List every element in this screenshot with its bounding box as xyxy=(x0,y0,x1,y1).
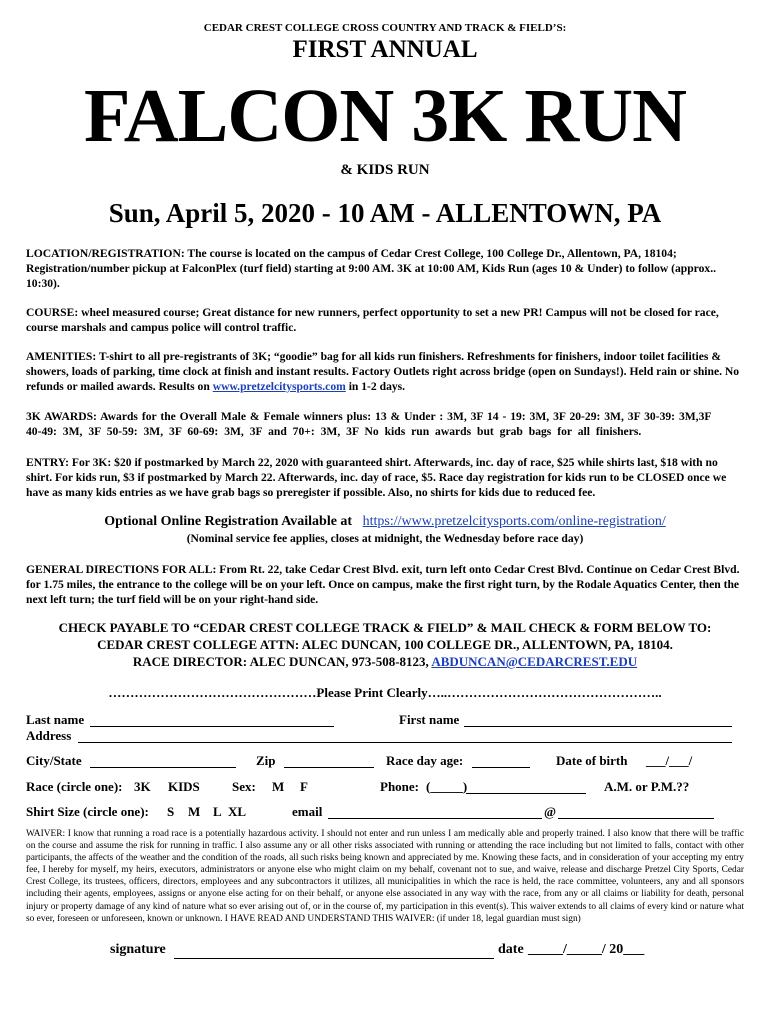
organizer-line: CEDAR CREST COLLEGE CROSS COUNTRY AND TRACK & FIELD’S: xyxy=(203,22,567,34)
email-label: email xyxy=(292,804,323,819)
dob-label: Date of birth xyxy=(556,753,628,768)
online-registration-link[interactable]: https://www.pretzelcitysports.com/online-registration/ xyxy=(362,514,666,529)
race-day-age-label: Race day age: xyxy=(386,753,464,768)
event-subtitle: & KIDS RUN xyxy=(340,162,430,178)
address-field[interactable] xyxy=(78,728,732,743)
director-email-link[interactable]: ABDUNCAN@CEDARCREST.EDU xyxy=(431,654,638,669)
payment-instructions xyxy=(0,619,770,670)
phone-label: Phone: xyxy=(380,779,419,794)
online-registration-note: (Nominal service fee applies, closes at midnight, the Wednesday before race day) xyxy=(186,532,584,545)
print-clearly-line: …………………………………………Please Print Clearly…..………………………………………….. xyxy=(108,685,662,700)
event-title: FALCON 3K RUN xyxy=(83,74,686,158)
check-line-3 xyxy=(0,653,770,670)
email-user-field[interactable] xyxy=(328,804,542,819)
city-state-field[interactable] xyxy=(90,753,236,768)
shirt-row xyxy=(26,804,746,822)
last-name-label: Last name xyxy=(26,712,85,727)
shirt-option-xl[interactable]: XL xyxy=(228,804,247,819)
race-director-text: RACE DIRECTOR: ALEC DUNCAN, 973-508-8123, xyxy=(132,654,432,669)
race-option-3k[interactable]: 3K xyxy=(134,779,151,794)
address-label: Address xyxy=(26,728,72,743)
entry-paragraph: ENTRY: For 3K: $20 if postmarked by March 22, 2020 with guaranteed shirt. Afterwards, inc. day of race, $25 while shirts last, $18 with no shirt. For kids run, $3 if postmarked by March 22. Afterwards, inc. day of race, $5. Race day registration for kids run to be CLOSED once we have as many kids entries as we have grab bags so preregister if possible. Also, no shirts for kids due to reduced fee. xyxy=(26,456,727,499)
race-row xyxy=(26,779,746,797)
zip-field[interactable] xyxy=(284,753,374,768)
signature-field[interactable] xyxy=(174,942,494,959)
check-line-2: CEDAR CREST COLLEGE ATTN: ALEC DUNCAN, 100 COLLEGE DR., ALLENTOWN, PA, 18104. xyxy=(97,637,673,652)
sex-option-f[interactable]: F xyxy=(300,779,308,794)
race-day-age-field[interactable] xyxy=(472,753,530,768)
dob-field[interactable]: ___/___/ xyxy=(646,753,693,768)
sex-label: Sex: xyxy=(232,779,256,794)
amenities-text: AMENITIES: T-shirt to all pre-registrants of 3K; “goodie” bag for all kids run finishers. Refreshments for finishers, indoor toilet facilities & showers, loads of parking, time clock at finish and instant results. Factory Outlets right across bridge (open on Sundays!). Held rain or shine. No refunds or mailed awards. Results on xyxy=(26,350,740,393)
phone-field[interactable] xyxy=(466,779,586,794)
first-name-label: First name xyxy=(399,712,460,727)
phone-area-code[interactable]: (_____) xyxy=(426,779,468,794)
signature-row xyxy=(0,942,770,964)
online-registration-label: Optional Online Registration Available at xyxy=(104,514,353,529)
city-row xyxy=(26,753,746,771)
race-option-kids[interactable]: KIDS xyxy=(168,779,200,794)
event-date-location: Sun, April 5, 2020 - 10 AM - ALLENTOWN, PA xyxy=(108,198,662,228)
awards-paragraph xyxy=(26,409,744,439)
awards-line-1: 3K AWARDS: Awards for the Overall Male & Female winners plus: 13 & Under : 3M, 3F 14 - 19: 3M, 3F 20-29: 3M, 3F 30-39: 3M,3F xyxy=(26,410,712,423)
first-name-field[interactable] xyxy=(464,712,732,727)
sex-option-m[interactable]: M xyxy=(272,779,285,794)
first-annual-heading: FIRST ANNUAL xyxy=(292,36,478,63)
am-pm-label: A.M. or P.M.?? xyxy=(604,779,690,794)
shirt-size-label: Shirt Size (circle one): xyxy=(26,804,149,819)
date-label: date xyxy=(498,942,524,957)
location-paragraph: LOCATION/REGISTRATION: The course is located on the campus of Cedar Crest College, 100 College Dr., Allentown, PA, 18104; Registration/number pickup at FalconPlex (turf field) starting at 9:00 AM. 3K at 10:00 AM, Kids Run (ages 10 & Under) to follow (approx.. 10:30). xyxy=(26,247,717,290)
course-paragraph: COURSE: wheel measured course; Great distance for new runners, perfect opportunity to set a new PR! Campus will not be closed for race, course marshals and campus police will control traffic. xyxy=(26,306,719,334)
last-name-field[interactable] xyxy=(90,712,334,727)
directions-paragraph: GENERAL DIRECTIONS FOR ALL: From Rt. 22, take Cedar Crest Blvd. exit, turn left onto Cedar Crest Blvd. Continue on Cedar Crest Blvd. for 1.75 miles, the entrance to the college will be on your left. Once on campus, make the first right turn, by the Rodale Aquatics Center, then the next left turn; the turf field will be on your right-hand side. xyxy=(26,563,740,606)
awards-line-2: 40-49: 3M, 3F 50-59: 3M, 3F 60-69: 3M, 3F and 70+: 3M, 3F No kids run awards but grab bags for all finishers. xyxy=(26,425,642,438)
signature-label: signature xyxy=(110,942,166,957)
check-line-1: CHECK PAYABLE TO “CEDAR CREST COLLEGE TRACK & FIELD” & MAIL CHECK & FORM BELOW TO: xyxy=(58,620,712,635)
amenities-paragraph xyxy=(26,349,744,394)
zip-label: Zip xyxy=(256,753,276,768)
address-row xyxy=(26,728,746,746)
email-at-sign: @ xyxy=(544,804,557,819)
amenities-text-end: in 1-2 days. xyxy=(345,380,406,393)
race-label: Race (circle one): xyxy=(26,779,123,794)
date-field[interactable]: _____/_____/ 20___ xyxy=(528,942,645,957)
online-registration-line xyxy=(0,514,770,530)
results-link[interactable]: www.pretzelcitysports.com xyxy=(212,380,346,393)
shirt-option-m[interactable]: M xyxy=(188,804,201,819)
city-state-label: City/State xyxy=(26,753,82,768)
email-domain-field[interactable] xyxy=(558,804,714,819)
shirt-option-s[interactable]: S xyxy=(167,804,175,819)
shirt-option-l[interactable]: L xyxy=(213,804,222,819)
waiver-text: WAIVER: I know that running a road race is a potentially hazardous activity. I should not enter and run unless I am medically able and properly trained. I also know that there will be traffic on the course and assume the risk for running in traffic. I also assume any or all other risks associated with running or attending the race including but not limited to falls, contact with other participants, the affects of the weather and the condition of the roads, all such risks being known and appreciated by me. Knowing these facts, and in consideration of your accepting my entry fee, I hereby for myself, my heirs, executors, administrators or anyone else who might claim on my behalf, covenant not to sue, and waive, release and discharge Pretzel City Sports, Cedar Crest College, its trustees, officers, directors, employees and any subcontractors it utilizes, all municipalities in which the race is held, the race committee, volunteers, any and all sponsors including their agents, employees, assigns or anyone else acting for on their behalf, or anyone else associated in any way with the race, from any or all claims or liability for death, personal injury or property damage of any kind of nature what so ever arising out of, or in the course of, my participation in this event(s). This waiver extends to all claims of every kind or nature what so ever, foreseen or unforeseen, known or unknown. I HAVE READ AND UNDERSTAND THIS WAIVER: (if under 18, legal guardian must sign) xyxy=(26,829,744,924)
